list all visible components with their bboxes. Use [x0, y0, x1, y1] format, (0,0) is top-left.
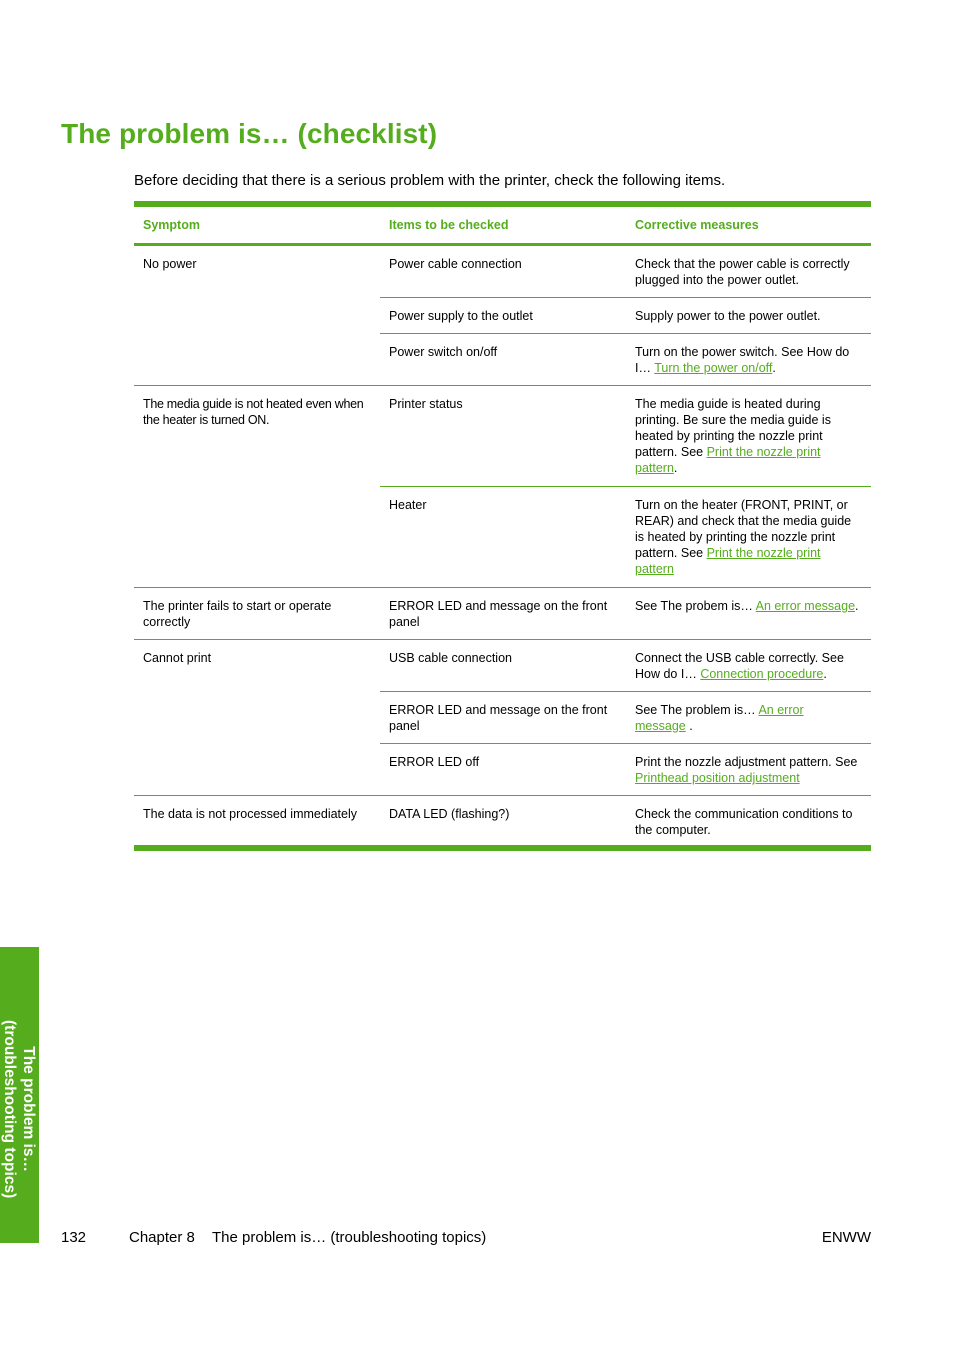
table-group [134, 246, 871, 386]
side-tab-line-2: (troubleshooting topics) [1, 1020, 18, 1199]
header-items: Items to be checked [389, 218, 509, 232]
table-row [380, 246, 871, 298]
link-print-nozzle-pattern[interactable]: Print the nozzle print pattern [635, 445, 821, 475]
table-row [380, 487, 871, 587]
table-row [380, 692, 871, 744]
footer-language: ENWW [821, 1229, 871, 1246]
item-cell: Power switch on/off [389, 345, 498, 359]
link-print-nozzle-pattern[interactable]: Print the nozzle print pattern [635, 546, 821, 576]
item-cell: USB cable connection [389, 651, 512, 665]
symptom-cell: Cannot print [143, 651, 212, 665]
intro-text: Before deciding that there is a serious problem with the printer, check the following items. [134, 172, 726, 189]
measure-text: Connect the USB cable correctly. See How do I… [635, 651, 844, 681]
item-cell: Printer status [389, 397, 463, 411]
measure-text: See The problem is… [635, 703, 759, 717]
table-row [380, 588, 871, 639]
measure-cell [626, 386, 871, 486]
header-measures: Corrective measures [635, 218, 759, 232]
symptom-cell: The media guide is not heated even when the heater is turned ON. [143, 397, 364, 427]
item-cell: Power cable connection [389, 257, 522, 271]
item-cell: ERROR LED off [389, 755, 480, 769]
measure-text-end: . [673, 461, 678, 475]
measure-text-end: . [823, 667, 827, 681]
item-cell: Heater [389, 498, 427, 512]
measure-text: Turn on the power switch. See How do I… [635, 345, 850, 375]
table-group [134, 588, 871, 640]
measure-cell [626, 640, 871, 691]
item-cell: ERROR LED and message on the front panel [389, 703, 608, 733]
table-row [380, 640, 871, 692]
measure-cell [626, 334, 871, 385]
measure-cell: Supply power to the power outlet. [635, 309, 821, 323]
table-row [380, 744, 871, 795]
measure-text: The media guide is heated during printing. Be sure the media guide is heated by printing the nozzle print pattern. See [635, 397, 831, 459]
symptom-cell: The printer fails to start or operate correctly [143, 599, 332, 629]
measure-cell [626, 487, 871, 587]
measure-text-end: . [772, 361, 776, 375]
measure-text: See The probem is… [635, 599, 756, 613]
symptom-cell: No power [143, 257, 197, 271]
item-cell: ERROR LED and message on the front panel [389, 599, 608, 629]
measure-cell: Check that the power cable is correctly plugged into the power outlet. [635, 257, 850, 287]
table-bottom-rule [134, 845, 871, 851]
measure-cell: Check the communication conditions to the computer. [635, 807, 853, 837]
link-connection-procedure[interactable]: Connection procedure [700, 667, 824, 681]
measure-text: Turn on the heater (FRONT, PRINT, or REAR) and check that the media guide is heated by printing the nozzle print pattern. See [635, 498, 852, 560]
side-tab-line-1: The problem is… [20, 1046, 37, 1172]
measure-text-end: . [855, 599, 859, 613]
table-row [380, 796, 871, 845]
footer-chapter-title: The problem is… (troubleshooting topics) [212, 1229, 487, 1246]
table-row [380, 386, 871, 487]
table-row [380, 298, 871, 334]
measure-text: Print the nozzle adjustment pattern. See [635, 755, 858, 769]
measure-text-end: . [685, 719, 693, 733]
footer-chapter: Chapter 8 [129, 1229, 195, 1246]
table-header-row [134, 207, 871, 243]
chapter-side-tab [0, 947, 39, 1243]
page-title: The problem is… (checklist) [61, 118, 438, 149]
link-printhead-position-adjustment[interactable]: Printhead position adjustment [635, 771, 800, 785]
item-cell: DATA LED (flashing?) [389, 807, 510, 821]
link-error-message[interactable]: An error message [755, 599, 856, 613]
footer-page-number: 132 [61, 1229, 87, 1246]
measure-cell [626, 692, 871, 743]
measure-cell [626, 744, 871, 795]
symptom-cell: The data is not processed immediately [143, 807, 357, 821]
measure-cell [626, 588, 871, 639]
table-group [134, 796, 871, 845]
table-group [134, 640, 871, 796]
link-error-message[interactable]: An error message [635, 703, 804, 733]
header-symptom: Symptom [143, 218, 200, 232]
table-row [380, 334, 871, 385]
link-turn-power-on-off[interactable]: Turn the power on/off [654, 361, 773, 375]
checklist-table [134, 201, 871, 851]
table-group [134, 386, 871, 588]
item-cell: Power supply to the outlet [389, 309, 533, 323]
